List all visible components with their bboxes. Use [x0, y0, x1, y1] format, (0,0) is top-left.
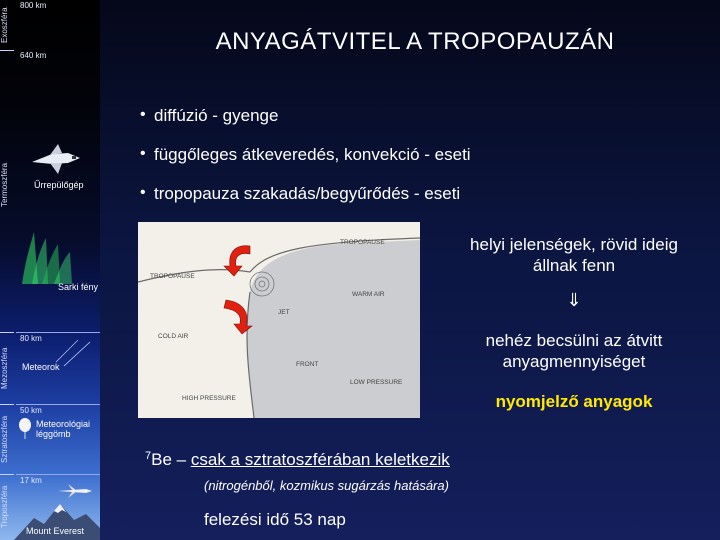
label-warm-air: WARM AIR [352, 291, 385, 298]
layer-label-mesosphere: Mezoszféra [0, 347, 9, 389]
airplane-icon [56, 484, 94, 498]
bullet-diffusion: • diffúzió - gyenge [140, 106, 700, 126]
isotope-description: csak a sztratoszférában keletkezik [190, 450, 450, 469]
local-phenomena-text: helyi jelenségek, rövid ideig állnak fenn [470, 235, 678, 276]
label-cold-air: COLD AIR [158, 333, 189, 340]
label-high-pressure: HIGH PRESSURE [182, 395, 236, 402]
altitude-800: 800 km [20, 1, 47, 10]
altitude-80: 80 km [20, 334, 42, 343]
spaceplane-label: Űrrepülőgép [34, 180, 84, 190]
isotope-symbol: Be [151, 450, 172, 469]
altitude-line-50 [16, 404, 100, 405]
altitude-50: 50 km [20, 406, 42, 415]
atmosphere-strip [0, 0, 100, 540]
meteors-label: Meteorok [22, 362, 60, 372]
bullet-tropopause-fold: • tropopauza szakadás/begyűrődés - eseti [140, 184, 700, 204]
slide-title: ANYAGÁTVITEL A TROPOPAUZÁN [215, 28, 615, 55]
implies-arrow-icon: ⇓ [566, 290, 582, 310]
isotope-dash: – [176, 450, 187, 469]
everest-label: Mount Everest [26, 526, 85, 536]
aurora-label: Sarki fény [58, 282, 99, 292]
aurora-icon [20, 228, 86, 286]
altitude-640: 640 km [20, 51, 47, 60]
label-tropopause-top: TROPOPAUSE [340, 239, 385, 246]
half-life-text: felezési idő 53 nap [204, 510, 346, 529]
layer-label-troposphere: Troposzféra [0, 485, 9, 529]
label-low-pressure: LOW PRESSURE [350, 379, 403, 386]
spaceplane-icon [28, 142, 84, 178]
balloon-label: Meteorológiai léggömb [36, 419, 91, 439]
label-tropopause-left: TROPOPAUSE [150, 273, 195, 280]
altitude-line-17 [16, 474, 100, 475]
hard-to-estimate-text: nehéz becsülni az átvitt anyagmennyiséget [485, 331, 663, 372]
layer-label-stratosphere: Sztratoszféra [0, 415, 9, 463]
bullet-convection: • függőleges átkeveredés, konvekció - eseti [140, 145, 700, 165]
tropopause-fold-diagram [138, 222, 420, 418]
layer-label-exosphere: Exoszféra [0, 7, 9, 43]
tracers-text: nyomjelző anyagok [495, 392, 653, 411]
layer-axis [0, 0, 14, 540]
isotope-mass: 7 [145, 450, 152, 462]
warm-air-region [247, 240, 420, 418]
production-note: (nitrogénből, kozmikus sugárzás hatására) [204, 478, 449, 493]
weather-balloon-icon [18, 418, 32, 440]
altitude-17: 17 km [20, 476, 42, 485]
bullet-list [140, 106, 700, 223]
beryllium-line [145, 450, 450, 470]
layer-label-thermosphere: Termoszféra [0, 163, 9, 208]
label-jet: JET [278, 309, 290, 316]
altitude-line-80 [16, 332, 100, 333]
label-front: FRONT [296, 361, 319, 368]
